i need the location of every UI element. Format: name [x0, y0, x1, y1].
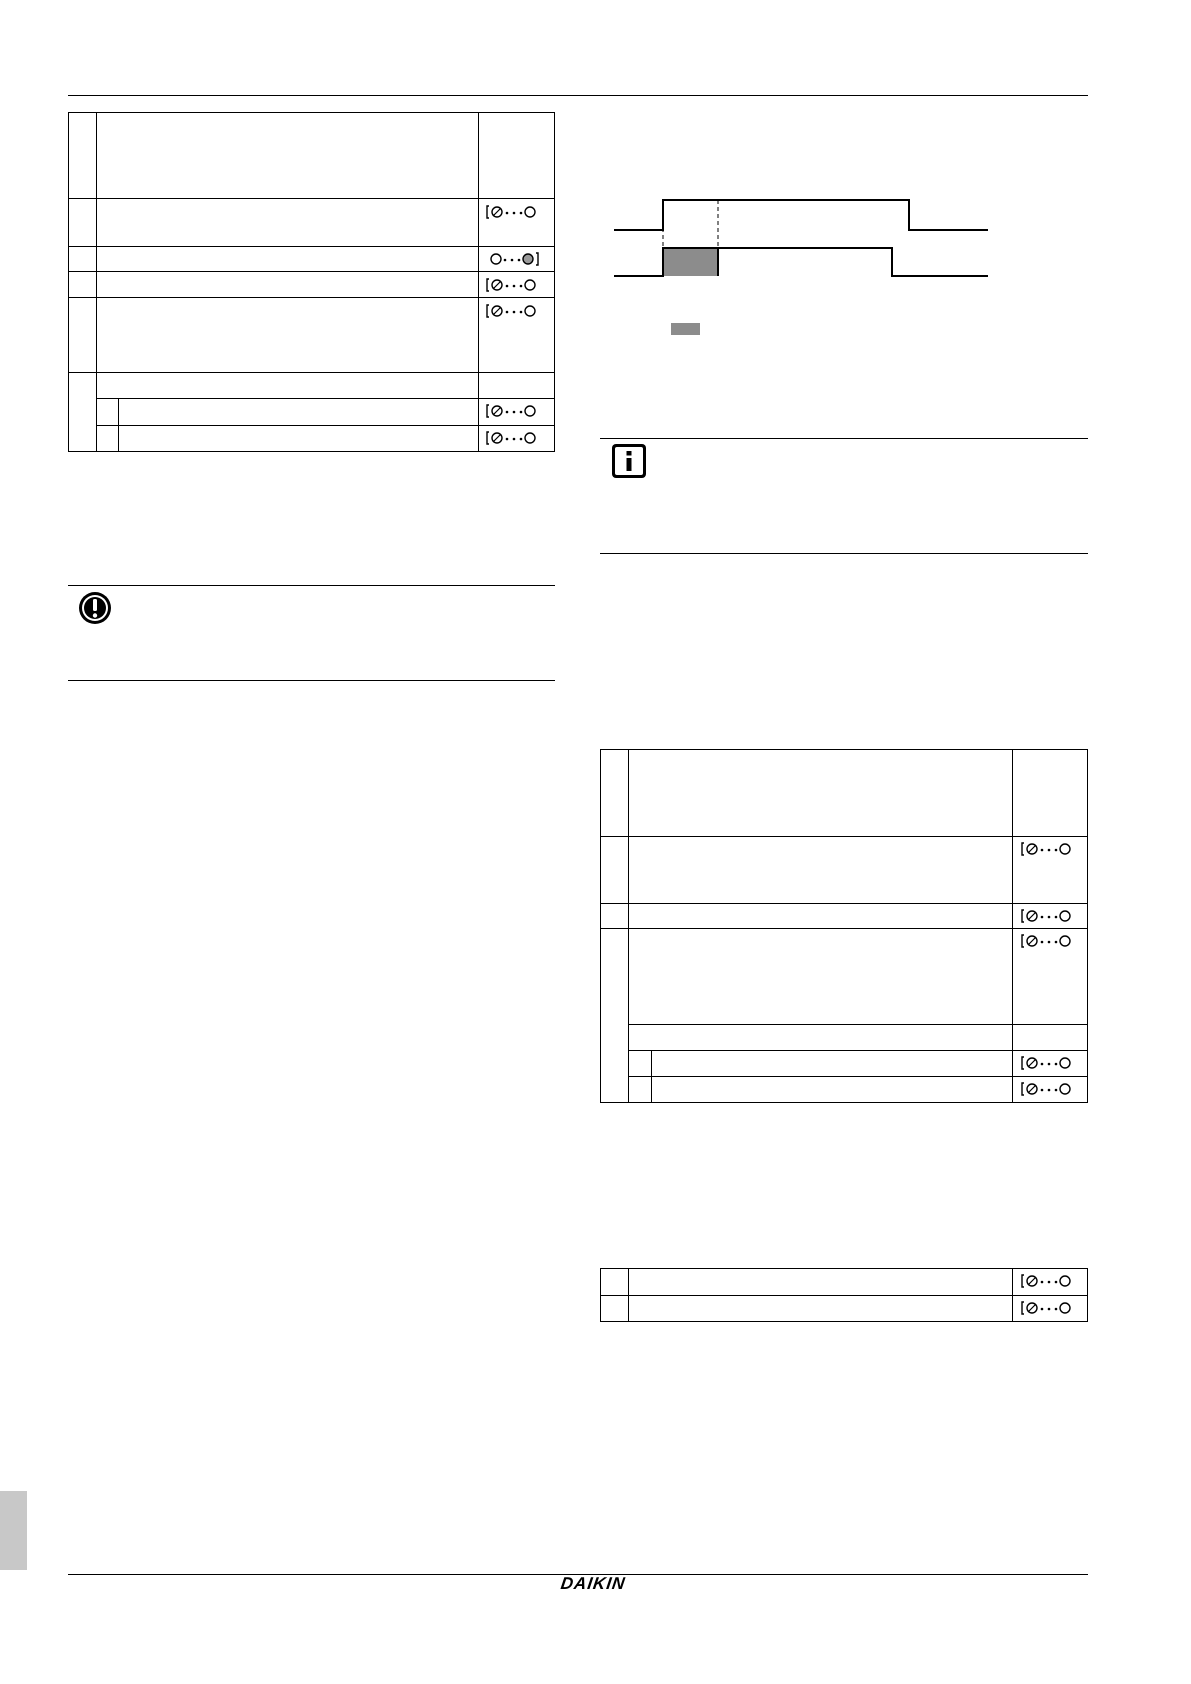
important-icon [78, 591, 112, 625]
info-icon [611, 443, 647, 479]
section-side-tab [0, 1491, 27, 1570]
remote-signal-icon [1021, 1299, 1073, 1317]
remote-signal-icon [1021, 907, 1073, 925]
remote-signal-icon [486, 402, 538, 420]
remote-signal-icon [486, 302, 538, 320]
remote-signal-icon [1021, 932, 1073, 950]
header-rule [68, 95, 1088, 96]
timing-legend-swatch [671, 323, 700, 335]
remote-signal-icon [1021, 1272, 1073, 1290]
remote-signal-icon [1021, 840, 1073, 858]
daikin-logo: DAIKIN [559, 1574, 627, 1593]
remote-signal-icon [1021, 1080, 1073, 1098]
unit-signal-icon [488, 250, 540, 268]
remote-signal-icon [1021, 1054, 1073, 1072]
remote-signal-icon [486, 429, 538, 447]
remote-signal-icon [486, 276, 538, 294]
remote-signal-icon [486, 203, 538, 221]
timing-diagram [610, 190, 1000, 290]
